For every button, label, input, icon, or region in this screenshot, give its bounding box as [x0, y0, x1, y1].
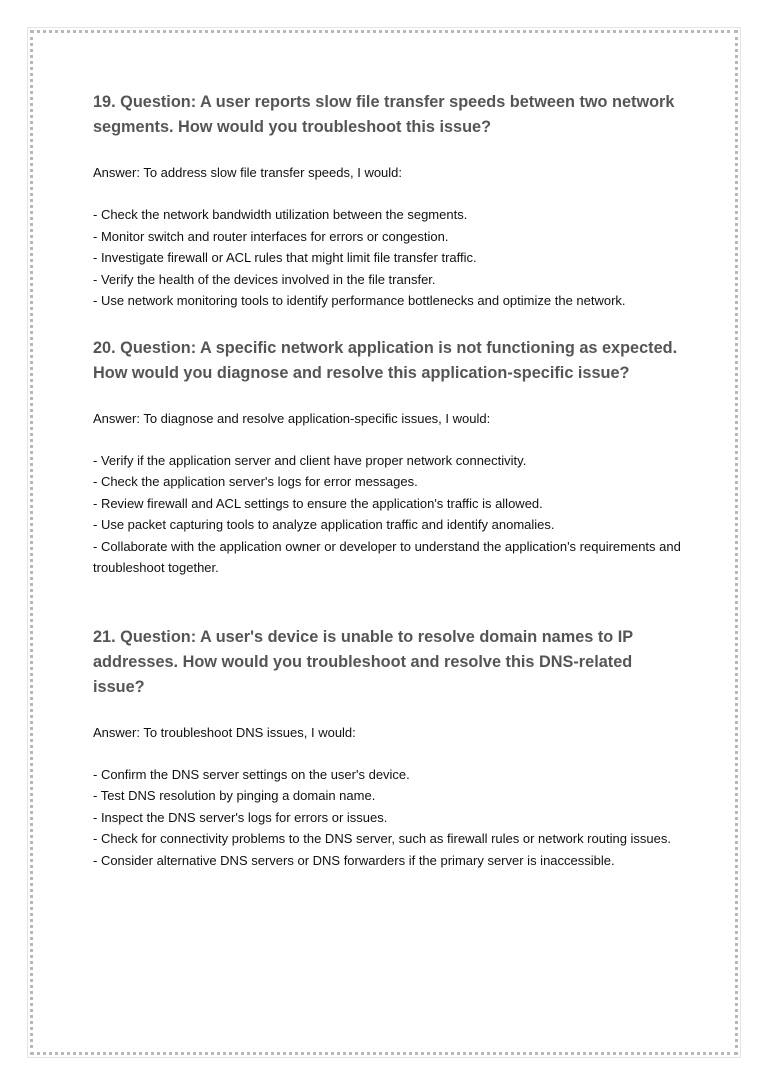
list-item: - Consider alternative DNS servers or DNS forwarders if the primary server is inaccessible.	[93, 852, 615, 868]
list-item: - Verify if the application server and client have proper network connectivity.	[93, 452, 527, 468]
list-item: - Review firewall and ACL settings to ensure the application's traffic is allowed.	[93, 495, 543, 511]
answer-list	[93, 764, 683, 872]
answer-intro: Answer: To address slow file transfer speeds, I would:	[93, 165, 403, 180]
list-item: - Check the application server's logs for error messages.	[93, 474, 418, 489]
list-item: - Investigate firewall or ACL rules that might limit file transfer traffic.	[93, 250, 477, 265]
answer-intro: Answer: To troubleshoot DNS issues, I would:	[93, 724, 356, 740]
list-item: - Inspect the DNS server's logs for errors or issues.	[93, 809, 388, 825]
list-item: - Use packet capturing tools to analyze application traffic and identify anomalies.	[93, 517, 555, 532]
question-heading: 20. Question: A specific network application is not functioning as expected. How would you diagnose and resolve this application-specific issue?	[93, 338, 678, 382]
answer-list	[93, 450, 683, 579]
list-item: - Check the network bandwidth utilization between the segments.	[93, 207, 468, 222]
list-item: - Confirm the DNS server settings on the user's device.	[93, 766, 410, 782]
answer-intro: Answer: To diagnose and resolve application-specific issues, I would:	[93, 410, 491, 426]
qa-block-20	[93, 336, 683, 579]
list-item: - Verify the health of the devices involved in the file transfer.	[93, 271, 436, 287]
question-heading: 21. Question: A user's device is unable to resolve domain names to IP addresses. How would you troubleshoot and resolve this DNS-related issue?	[93, 627, 633, 696]
list-item: - Test DNS resolution by pinging a domain name.	[93, 788, 376, 803]
list-item: - Check for connectivity problems to the DNS server, such as firewall rules or network routing issues.	[93, 831, 672, 846]
list-item: - Monitor switch and router interfaces for errors or congestion.	[93, 228, 449, 244]
list-item: - Use network monitoring tools to identify performance bottlenecks and optimize the network.	[93, 293, 626, 308]
answer-list	[93, 204, 683, 312]
list-item: - Collaborate with the application owner or developer to understand the application's requirements and troubleshoot together.	[93, 538, 681, 575]
document-content	[93, 90, 683, 871]
qa-block-19	[93, 90, 683, 312]
question-heading: 19. Question: A user reports slow file transfer speeds between two network segments. How would you troubleshoot this issue?	[93, 93, 675, 136]
qa-block-21	[93, 625, 683, 872]
